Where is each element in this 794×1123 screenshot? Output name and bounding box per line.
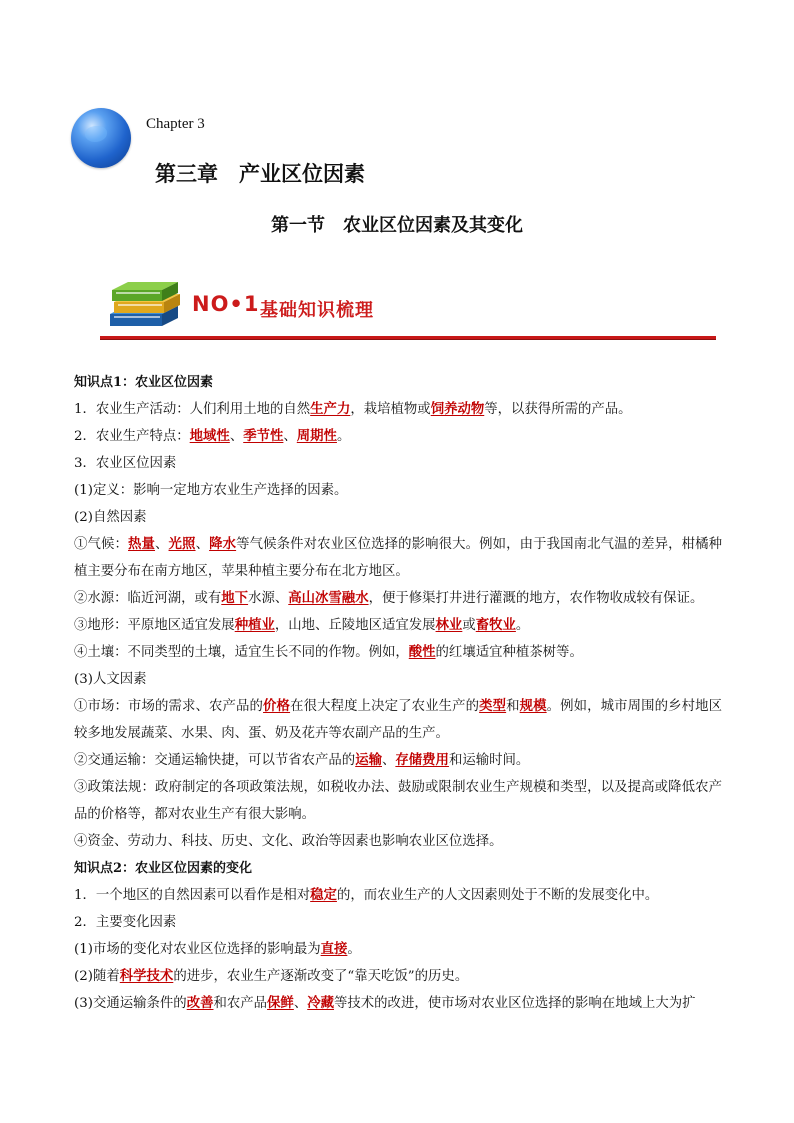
chapter-label-en: Chapter 3: [146, 116, 205, 132]
text-run: (3)交通运输条件的: [74, 996, 187, 1011]
text-run: 。: [347, 942, 361, 957]
content-paragraph: [74, 612, 722, 639]
text-run: 3．农业区位因素: [74, 456, 177, 471]
text-run: (2)自然因素: [74, 510, 147, 525]
content-paragraph: [74, 990, 722, 1017]
text-run: 。: [336, 429, 351, 444]
answer-keyword: 直接: [320, 941, 348, 957]
text-run: ②水源：临近河湖，或有: [74, 591, 222, 606]
content-paragraph: [74, 450, 722, 477]
text-run: 1．一个地区的自然因素可以看作是相对: [74, 888, 311, 903]
text-run: ②交通运输：交通运输快捷，可以节省农产品的: [74, 753, 356, 768]
text-run: 在很大程度上决定了农业生产的: [290, 699, 480, 714]
answer-keyword: 运输: [355, 752, 382, 768]
answer-keyword: 饲养动物: [430, 401, 485, 417]
content-paragraph: [74, 963, 722, 990]
content-paragraph: [74, 693, 722, 747]
text-run: (1)市场的变化对农业区位选择的影响最为: [74, 942, 321, 957]
text-run: (2)随着: [74, 969, 120, 984]
text-run: 、: [155, 537, 169, 552]
answer-keyword: 酸性: [408, 644, 436, 660]
answer-keyword: 保鲜: [267, 995, 294, 1011]
content-paragraph: [74, 585, 722, 612]
answer-keyword: 价格: [263, 698, 291, 714]
text-run: 的，而农业生产的人文因素则处于不断的发展变化中。: [336, 888, 659, 903]
answer-keyword: 生产力: [310, 401, 351, 417]
text-run: 2．农业生产特点：: [74, 429, 190, 444]
text-run: ①市场：市场的需求、农产品的: [74, 699, 264, 714]
knowledge-point-heading: [74, 855, 722, 882]
text-run: 等技术的改进，使市场对农业区位选择的影响在地域上大为扩: [334, 996, 696, 1011]
text-run: 的红壤适宜种植茶树等。: [435, 645, 583, 660]
text-run: 知识点1：农业区位因素: [74, 375, 214, 390]
answer-keyword: 改善: [186, 995, 214, 1011]
text-run: (3)人文因素: [74, 672, 147, 687]
content-paragraph: [74, 666, 722, 693]
knowledge-content: [74, 369, 722, 1017]
content-paragraph: [74, 936, 722, 963]
answer-keyword: 林业: [435, 617, 463, 633]
text-run: 。例如，城市周围的乡村地区较多地发展蔬菜、水果、肉、蛋、奶及花卉等农副产品的生产。: [74, 699, 723, 741]
text-run: 和运输时间。: [448, 753, 530, 768]
answer-keyword: 稳定: [310, 887, 337, 903]
content-paragraph: [74, 909, 722, 936]
content-paragraph: [74, 396, 722, 423]
answer-keyword: 科学技术: [119, 968, 174, 984]
text-run: 的进步，农业生产逐渐改变了“靠天吃饭”的历史。: [173, 969, 469, 984]
content-paragraph: [74, 882, 722, 909]
text-run: 知识点2：农业区位因素的变化: [74, 861, 253, 876]
content-paragraph: [74, 639, 722, 666]
text-run: 水源、: [248, 591, 289, 606]
answer-keyword: 地下: [221, 590, 249, 606]
text-run: ①气候：: [74, 537, 129, 552]
content-paragraph: [74, 531, 722, 585]
content-paragraph: [74, 504, 722, 531]
text-run: 、: [229, 429, 244, 444]
banner-divider: [100, 336, 716, 339]
text-run: 或: [462, 618, 476, 633]
text-run: ③政策法规：政府制定的各项政策法规，如税收办法、鼓励或限制农业生产规模和类型，以及提高或降低农产品的价格等，都对农业生产有很大影响。: [74, 780, 722, 822]
text-run: 、: [195, 537, 210, 552]
section-banner: [100, 262, 720, 344]
text-run: 、: [293, 996, 308, 1011]
answer-keyword: 冷藏: [307, 995, 334, 1011]
answer-keyword: 热量: [128, 536, 156, 552]
answer-keyword: 降水: [209, 536, 237, 552]
text-run: ④资金、劳动力、科技、历史、文化、政治等因素也影响农业区位选择。: [74, 834, 503, 849]
answer-keyword: 地域性: [189, 428, 230, 444]
answer-keyword: 畜牧业: [475, 617, 516, 633]
answer-keyword: 高山冰雪融水: [288, 590, 369, 606]
books-icon: [106, 270, 186, 330]
banner-title: 基础知识梳理: [260, 300, 374, 321]
text-run: 等，以获得所需的产品。: [484, 402, 632, 417]
content-paragraph: [74, 774, 722, 828]
content-paragraph: [74, 477, 722, 504]
text-run: 、: [283, 429, 297, 444]
text-run: ，山地、丘陵地区适宜发展: [274, 618, 436, 633]
chapter-title: 第三章 产业区位因素: [155, 161, 365, 186]
text-run: 和农产品: [213, 996, 268, 1011]
answer-keyword: 季节性: [243, 428, 284, 444]
text-run: 等气候条件对农业区位选择的影响很大。例如，由于我国南北气温的差异，柑橘种植主要分布在南方地区，苹果种植主要分布在北方地区。: [74, 537, 723, 579]
banner-number: NO•1: [192, 292, 260, 316]
answer-keyword: 规模: [519, 698, 547, 714]
answer-keyword: 存储费用: [395, 752, 449, 768]
text-run: 2．主要变化因素: [74, 915, 177, 930]
answer-keyword: 类型: [479, 698, 507, 714]
text-run: ，便于修渠打井进行灌溉的地方，农作物收成较有保证。: [368, 591, 704, 606]
content-paragraph: [74, 423, 722, 450]
globe-icon: [71, 108, 131, 168]
text-run: ④土壤：不同类型的土壤，适宜生长不同的作物。例如，: [74, 645, 409, 660]
text-run: ，栽培植物或: [350, 402, 431, 417]
answer-keyword: 周期性: [296, 428, 337, 444]
text-run: 、: [381, 753, 396, 768]
section-title: 第一节 农业区位因素及其变化: [271, 215, 523, 236]
content-paragraph: [74, 828, 722, 855]
content-paragraph: [74, 747, 722, 774]
text-run: (1)定义：影响一定地方农业生产选择的因素。: [74, 483, 348, 498]
knowledge-point-heading: [74, 369, 722, 396]
text-run: ③地形：平原地区适宜发展: [74, 618, 235, 633]
text-run: 和: [506, 699, 520, 714]
text-run: 1．农业生产活动：人们利用土地的自然: [74, 402, 311, 417]
answer-keyword: 种植业: [234, 617, 275, 633]
text-run: 。: [515, 618, 530, 633]
answer-keyword: 光照: [168, 536, 196, 552]
